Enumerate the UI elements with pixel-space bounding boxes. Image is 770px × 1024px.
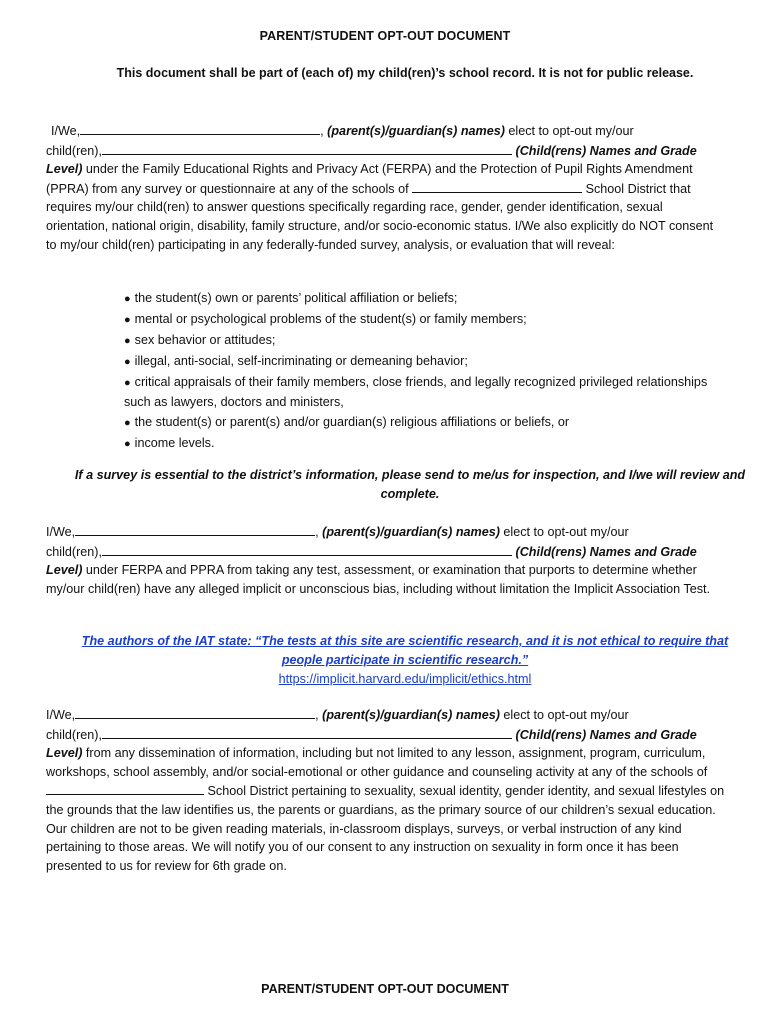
list-item: ● income levels. (124, 436, 215, 451)
page-subtitle: This document shall be part of (each of) my child(ren)’s school record. It is not for public release. (116, 66, 694, 80)
school-district-field[interactable] (412, 179, 582, 193)
bullet-icon: ● (124, 314, 131, 327)
section1-child-label: (Child(rens) Names and Grade Level) (46, 143, 697, 177)
section1-lead: I/We, (51, 124, 81, 138)
bullet-icon: ● (124, 335, 131, 348)
bullet-icon: ● (124, 438, 131, 451)
section1-body1: under the Family Educational Rights and Privacy Act (FERPA) and the Protection of Pupil Rights Amendment (PPRA) from any survey or questionnaire at any of the schools of (46, 162, 693, 196)
guardian-name-field[interactable] (75, 522, 315, 536)
bullet-icon: ● (124, 417, 131, 430)
section1-after-guardian: elect to opt-out my/our (504, 124, 634, 138)
child-name-field[interactable] (102, 141, 512, 155)
section2-child-lead: child(ren), (46, 544, 102, 559)
ethics-url-link[interactable]: https://implicit.harvard.edu/implicit/ethics.html (278, 672, 532, 686)
bullet-icon: ● (124, 377, 131, 390)
bullet-icon: ● (124, 356, 131, 369)
child-name-field[interactable] (102, 542, 512, 556)
survey-notice: If a survey is essential to the district’s information, please send to me/us for inspection, and I/we will review and complete. (74, 468, 746, 501)
school-district-field[interactable] (46, 781, 204, 795)
opt-out-list (124, 289, 724, 455)
section3-body2: School District pertaining to sexuality, sexual identity, gender identity, and sexual lifestyles on the grounds that the law identifies us, the parents or guardians, as the primary source of our children’s sexual education. Our children are not to be given reading materials, in-classroom displays, surveys, or verbal instruction of any kind pertaining to those areas. We will notify you of our consent to any instruction on sexuality in form once it has been presented to us for review for 6th grade on. (46, 784, 725, 873)
section2-guardian-label: (parent(s)/guardian(s) names) (322, 525, 500, 539)
child-name-field[interactable] (102, 725, 512, 739)
page-title: PARENT/STUDENT OPT-OUT DOCUMENT (259, 29, 511, 43)
section-bias-test-opt-out: I/We, , (parent(s)/guardian(s) names) elect to opt-out my/our child(ren), (Child(rens) Names and Grade Level) under FERPA and PPRA from taking any test, assessment, or examination that purports to determine whether my/our child(ren) have any alleged implicit or unconscious bias, including without limitation the Implicit Association Test. (46, 522, 726, 598)
list-item: ● critical appraisals of their family members, close friends, and legally recognized privileged relationships such as lawyers, doctors and ministers, (124, 375, 708, 409)
section1-guardian-label: (parent(s)/guardian(s) names) (327, 124, 505, 138)
section-survey-opt-out: I/We, , (parent(s)/guardian(s) names) elect to opt-out my/our child(ren), (Child(rens) Names and Grade Level) under the Family Educational Rights and Privacy Act (FERPA) and the Protection of Pupil Rights Amendment (PPRA) from any survey or questionnaire at any of the schools of School District that requires my/our child(ren) to answer questions specifically regarding race, gender, gender identification, sexual orientation, national origin, disability, family structure, and/or socio-economic status. I/We also explicitly do NOT consent to my/our child(ren) participating in any federally-funded survey, analysis, or evaluation that will reveal: (46, 121, 726, 254)
bullet-icon: ● (124, 293, 131, 305)
guardian-name-field[interactable] (75, 705, 315, 719)
list-item: ● mental or psychological problems of the student(s) or family members; (124, 312, 527, 327)
section2-after-guardian: elect to opt-out my/our (499, 525, 629, 539)
list-item: ● sex behavior or attitudes; (124, 333, 276, 348)
section2-body: under FERPA and PPRA from taking any test, assessment, or examination that purports to determine whether my/our child(ren) have any alleged implicit or unconscious bias, including without limitation the Implicit Association Test. (46, 563, 711, 596)
list-item: ● the student(s) own or parents’ political affiliation or beliefs; (124, 291, 458, 305)
guardian-name-field[interactable] (80, 121, 320, 135)
section3-body1: from any dissemination of information, including but not limited to any lesson, assignment, program, curriculum, workshops, school assembly, and/or social-emotional or other guidance and counseling activity at any of the schools of (46, 746, 708, 779)
list-item: ● illegal, anti-social, self-incriminating or demeaning behavior; (124, 354, 468, 369)
section3-guardian-label: (parent(s)/guardian(s) names) (322, 708, 500, 722)
section2-child-label: (Child(rens) Names and Grade Level) (46, 544, 697, 578)
section3-after-guardian: elect to opt-out my/our (499, 708, 629, 722)
iat-quote-block (60, 632, 750, 689)
section1-child-lead: child(ren), (46, 143, 102, 158)
section3-child-lead: child(ren), (46, 727, 102, 742)
footer-title: PARENT/STUDENT OPT-OUT DOCUMENT (261, 982, 509, 996)
iat-quote-link[interactable]: The authors of the IAT state: “The tests at this site are scientific research, and it is not ethical to require that people participate in scientific research.” (81, 634, 729, 667)
section3-lead: I/We, (46, 708, 76, 722)
section-sexuality-instruction-opt-out: I/We, , (parent(s)/guardian(s) names) elect to opt-out my/our child(ren), (Child(rens) Names and Grade Level) from any dissemination of information, including but not limited to any lesson, assignment, program, curriculum, workshops, school assembly, and/or social-emotional or other guidance and counseling activity at any of the schools of School District pertaining to sexuality, sexual identity, gender identity, and sexual lifestyles on the grounds that the law identifies us, the parents or guardians, as the primary source of our children’s sexual education. Our children are not to be given reading materials, in-classroom displays, surveys, or verbal instruction of any kind pertaining to those areas. We will notify you of our consent to any instruction on sexuality in form once it has been presented to us for review for 6th grade on. (46, 705, 726, 875)
section1-body2: School District that requires my/our child(ren) to answer questions specifically regarding race, gender, gender identification, sexual orientation, national origin, disability, family structure, and/or socio-economic status. I/We also explicitly do NOT consent to my/our child(ren) participating in any federally-funded survey, analysis, or evaluation that will reveal: (46, 181, 714, 252)
list-item: ● the student(s) or parent(s) and/or guardian(s) religious affiliations or beliefs, or (124, 415, 570, 430)
section3-child-label: (Child(rens) Names and Grade Level) (46, 727, 697, 761)
section2-lead: I/We, (46, 525, 76, 539)
